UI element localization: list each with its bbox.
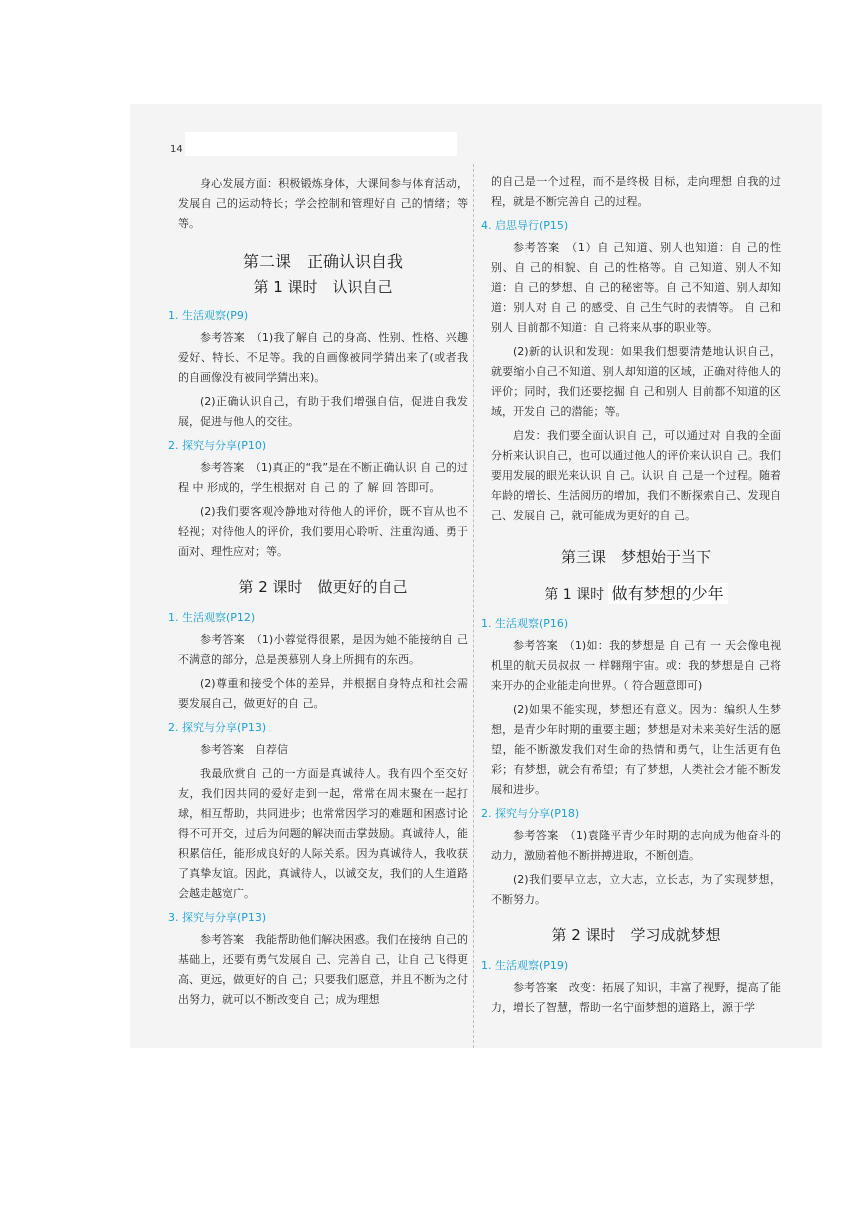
period-3-name: 做有梦想的少年 (608, 583, 728, 604)
left-column (168, 174, 468, 1014)
section-title: 1. 生活观察(P19) (481, 959, 569, 972)
answer-paragraph: (2)我们要早立志，立大志，立长志，为了实现梦想，不断努力。 (491, 873, 781, 906)
section-title: 1. 生活观察(P12) (168, 611, 256, 624)
answer-paragraph: 启发：我们要全面认识自 己，可以通过对 自我的全面分析来认识自己，也可以通过他人的评价来认识自 己。我们要用发展的眼光来认识 自 己。认识 自 己是一个过程。随着年龄的增长、生活阅历的增加，我们不断探索自己、发现自 己、发展自 己，就可能成为更好的自 己。 (491, 429, 781, 522)
answer-paragraph: (2)尊重和接受个体的差异，并根据自身特点和社会需要发展自己，做更好的自 己。 (178, 677, 468, 710)
answer-paragraph: (2)我们要客观冷静地对待他人的评价，既不盲从也不轻视；对待他人的评价，我们要用心聆听、注重沟通、勇于面对、理性应对；等。 (178, 505, 468, 558)
lesson-3-title: 第三课 梦想始于当下 (560, 548, 711, 566)
answer-paragraph: 参考答案 改变：拓展了知识，丰富了视野，提高了能力，增长了智慧，帮助一名宁面梦想的道路上，源于学 (491, 981, 781, 1014)
header-blank-strip (185, 132, 457, 156)
page-number: 14 (170, 144, 183, 155)
period-2-title: 第 2 课时 做更好的自己 (238, 578, 408, 596)
answer-paragraph: (2)正确认识自己，有助于我们增强自信，促进自我发展，促进与他人的交往。 (178, 395, 468, 428)
answer-paragraph: 我最欣赏自 己的一方面是真诚待人。我有四个至交好友，我们因共同的爱好走到一起，常常在周末聚在一起打球，相互帮助，共同进步；也常常因学习的难题和困惑讨论得不可开交，过后为问题的解决而击掌鼓励。真诚待人，能积累信任，能形成良好的人际关系。因为真诚待人，我收获了真挚友谊。因此，真诚待人，以诚交友，我们的人生道路会越走越宽广。 (178, 767, 468, 900)
section-title: 4. 启思导行(P15) (481, 219, 569, 232)
answer-paragraph: 参考答案 自荐信 (200, 743, 288, 756)
scanned-page (130, 104, 822, 1048)
section-title: 2. 探究与分享(P10) (168, 439, 267, 452)
period-4-title: 第 2 课时 学习成就梦想 (551, 926, 721, 944)
answer-paragraph: 参考答案 （1)如：我的梦想是 自 己有 一 天会像电视机里的航天员叔叔 一 样翱翔宇宙。或：我的梦想是自 己将来开办的企业能走向世界。（ 符合题意即可) (491, 639, 781, 692)
answer-paragraph: 参考答案 我能帮助他们解决困惑。我们在接纳 自己的基础上，还要有勇气发展自 己、完善自 己，让自 己飞得更高、更远，做更好的自 己；只要我们愿意，并且不断为之付出努力，就可以不断改变自 己；成为理想 (178, 933, 468, 1006)
section-title: 1. 生活观察(P16) (481, 617, 569, 630)
answer-paragraph: 参考答案 （1)小蓉觉得很累，是因为她不能接纳自 己不满意的部分，总是羡慕别人身上所拥有的东西。 (178, 633, 468, 666)
answer-paragraph: 参考答案 （1)我了解自 己的身高、性别、性格、兴趣爱好、特长、不足等。我的自画像被同学猜出来了(或者我的自画像没有被同学猜出来)。 (178, 331, 468, 384)
section-title: 1. 生活观察(P9) (168, 309, 249, 322)
answer-paragraph: 参考答案 （1）自 己知道、别人也知道：自 己的性别、自 己的相貌、自 己的性格等。自 己知道、别人不知道：自 己的梦想、自 己的秘密等。自 己不知道、别人却知道：别人对 自 己 的感受、自 己生气时的表情等。 自 己和别人 目前都不知道：自 己将来从事的职业等。 (491, 241, 781, 334)
right-column (481, 172, 781, 1022)
section-title: 2. 探究与分享(P13) (168, 721, 267, 734)
period-1-title: 第 1 课时 认识自己 (253, 278, 393, 296)
section-title: 3. 探究与分享(P13) (168, 911, 267, 924)
section-title: 2. 探究与分享(P18) (481, 807, 580, 820)
answer-paragraph: 参考答案 （1)袁隆平青少年时期的志向成为他奋斗的动力，激励着他不断拼搏进取，不断创造。 (491, 829, 781, 862)
column-divider (473, 164, 474, 1048)
answer-paragraph: (2)如果不能实现，梦想还有意义。因为：编织人生梦想，是青少年时期的重要主题；梦想是对未来美好生活的愿望，能不断激发我们对生命的热情和勇气，让生活更有色彩；有梦想，就会有希望；有了梦想，人类社会才能不断发展和进步。 (491, 703, 781, 796)
answer-paragraph: (2)新的认识和发现：如果我们想要清楚地认识自己，就要缩小自己不知道、别人却知道的区域，正确对待他人的评价；同时，我们还要挖掘 自 己和别人 目前都不知道的区域，开发自 己的潜能；等。 (491, 345, 781, 418)
period-3-label: 第 1 课时 (544, 587, 605, 603)
intro-paragraph: 身心发展方面：积极锻炼身体，大课间参与体育活动，发展自 己的运动特长；学会控制和管理好自 己的情绪；等等。 (178, 177, 468, 230)
continued-paragraph: 的自己是一个过程，而不是终极 目标，走向理想 自我的过程，就是不断完善自 己的过程。 (491, 175, 781, 208)
period-3-title (491, 584, 781, 606)
answer-paragraph: 参考答案 （1)真正的“我”是在不断正确认识 自 己的过程 中 形成的，学生根据对 自 己 的 了 解 回 答即可。 (178, 461, 468, 494)
lesson-2-title: 第二课 正确认识自我 (242, 252, 403, 271)
